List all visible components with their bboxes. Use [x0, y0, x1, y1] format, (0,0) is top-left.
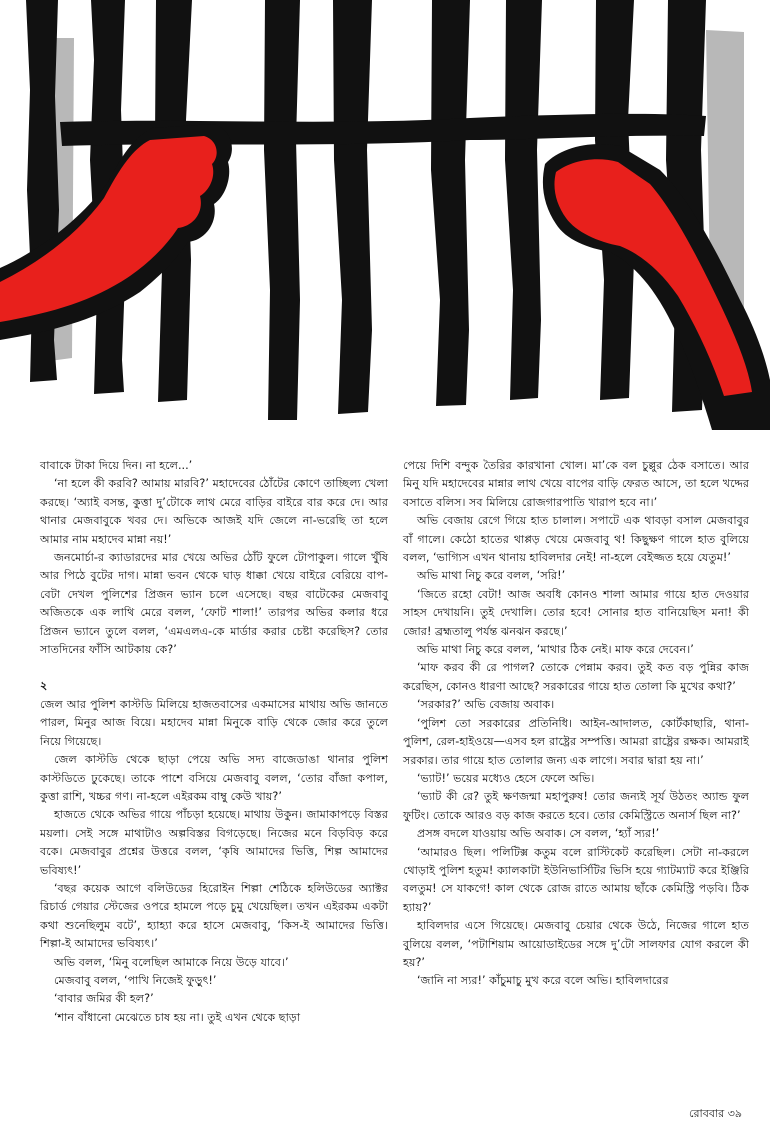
paragraph: ‘মাফ করব কী রে পাগল? তোকে পেন্নাম করব। তুই কত বড় পুন্নির কাজ করেছিস, কোনও ধারণা আছে? সরকারের গায়ে হাত তোলা কি মুখের কথা?’	[403, 661, 749, 693]
paragraph: জেল কাস্টডি থেকে ছাড়া পেয়ে অভি সদ্য বাজেডাঙা থানার পুলিশ কাস্টডিতে ঢুকেছে। তাকে পাশে বসিয়ে মেজবাবু বলল, ‘তোর বাঁজা কপাল, কুত্তা রাশি, খচ্চর গণ। না-হলে এইরকম বাম্বু কেউ খায়?’	[40, 753, 388, 803]
paragraph: হাবিলদার এসে গিয়েছে। মেজবাবু চেয়ার থেকে উঠে, নিজের গালে হাত বুলিয়ে বলল, ‘পটাশিয়াম আয়োডাইডের সঙ্গে দু’টো সালফার যোগ করলে কী হয়?’	[403, 919, 749, 969]
paragraph: ‘বাবার জমির কী হল?’	[54, 992, 154, 1006]
bar-5	[333, 0, 372, 414]
paragraph: অভি মাথা নিচু করে বলল, ‘সরি!’	[417, 569, 566, 583]
bar-6	[431, 0, 470, 406]
bar-4	[264, 0, 300, 420]
paragraph: ‘শান বাঁধানো মেঝেতে চাষ হয় না। তুই এখন থেকে ছাড়া	[54, 1010, 301, 1024]
page-footer: রোববার ৩৯	[689, 1107, 742, 1120]
right-text-column	[403, 457, 749, 991]
paragraph: ‘জানি না স্যর!’ কাঁচুমাচু মুখ করে বলে অভি। হাবিলদারের	[417, 974, 669, 988]
paragraph: ‘বছর কয়েক আগে বলিউডের হিরোইন শিল্পা শেঠিকে হলিউডের অ্যাক্টর রিচার্ড গেয়ার স্টেজের ওপরে হামলে পড়ে চুমু খেয়েছিল। তখন এইরকম একটা কথা শুনেছিলুম বটে’, হ্যাহ্যা করে হাসে মেজবাবু, ‘কিস-ই আমাদের ভিত্তি। শিল্পা-ই আমাদের ভবিষ্যৎ।’	[40, 881, 388, 951]
bar-7	[505, 0, 542, 400]
paragraph: অভি মাথা নিচু করে বলল, ‘মাথার ঠিক নেই। মাফ করে দেবেন।’	[417, 643, 694, 657]
paragraph: অভি বেজায় রেগে গিয়ে হাত চালাল। সপাটে এক থাবড়া বসাল মেজবাবুর বাঁ গালে। কেঠো হাতের থাপ্পড় খেয়ে মেজবাবু থ! কিছুক্ষণ গালে হাত বুলিয়ে বলল, ‘ভাগ্যিস এখন থানায় হাবিলদার নেই! না-হলে বেইজ্জত হয়ে যেতুম!’	[403, 514, 749, 565]
paragraph: পেয়ে দিশি বন্দুক তৈরির কারখানা খোল। মা’কে বল চুল্লুর ঠেক বসাতে। আর মিনু যদি মহাদেবের মান্নার লাথ খেয়ে বাপের বাড়ি ফেরত আসে, তা হলে খদ্দের বসাতে বলিস। সব মিলিয়ে রোজগারপাতি খারাপ হবে না।’	[403, 459, 749, 509]
paragraph: প্রসঙ্গ বদলে যাওয়ায় অভি অবাক। সে বলল, ‘হ্যাঁ স্যর!’	[417, 827, 660, 841]
section-gap	[40, 659, 388, 677]
paragraph: জনমোর্চা-র ক্যাডারদের মার খেয়ে অভির ঠোঁট ফুলে টোপাকুল। গালে খুঁষি আর পিঠে বুটের দাগ। মান্না ভবন থেকে ঘাড় ধাক্কা খেয়ে বাইরে বেরিয়ে বাপ-বেটা দেখল পুলিশের প্রিজন ভ্যান চলে এসেছে। বছর বাটেকের মেজবাবু অজিতকে এক লাথি মেরে বলল, ‘ফোট শালা!’ তারপর অভির কলার ধরে প্রিজন ভ্যানে তুলে বলল, ‘এমএলএ-কে মার্ডার করার চেষ্টা করেছিস? তোর সাতদিনের ফাঁসি আটকায় কে?’	[40, 551, 388, 657]
paragraph: ‘জিতে রহো বেটা! আজ অবধি কোনও শালা আমার গায়ে হাত দেওয়ার সাহস দেখায়নি। তুই দেখালি। তোর হবে! সোনার হাত বানিয়েছিস মনা! কী জোর! ব্রহ্মতালু পর্যন্ত ঝনঝন করছে।’	[403, 587, 749, 638]
jail-bars-illustration	[0, 0, 770, 430]
paragraph: জেল আর পুলিশ কাস্টডি মিলিয়ে হাজতবাসের একমাসের মাথায় অভি জানতে পারল, মিনুর আজ বিয়ে। মহাদেব মান্না মিনুকে বাড়ি থেকে জোর করে তুলে নিয়ে গিয়েছে।	[40, 697, 388, 748]
paragraph: ‘সরকার?’ অভি বেজায় অবাক।	[417, 698, 555, 712]
paragraph: ‘না হলে কী করবি? আমায় মারবি?’ মহাদেবের ঠোঁটের কোণে তাচ্ছিল্য খেলা করছে। ‘অ্যাই বসন্ত, কুত্তা দু’টোকে লাথ মেরে বাড়ির বাইরে বার করে দে। আর থানার মেজবাবুকে খবর দে। অভিকে আজই যদি জেলে না-ভরেছি তা হলে আমার নাম মহাদেব মান্না নয়!’	[40, 477, 388, 546]
paragraph: ‘আমারও ছিল। পলিটিক্স কতুম বলে রাস্টিকেট করেছিল। সেটা না-করলে থোড়াই পুলিশ হতুম! ক্যালকাটা ইউনিভার্সিটির ভিসি হয়ে গ্যাটম্যাট করে ইঞ্জিরি বলতুম! সে যাকগে! কাল থেকে রোজ রাতে আমায় ছাঁকে কেমিস্ট্রি পড়বি। ঠিক হ্যায়?’	[403, 845, 749, 914]
left-text-column	[40, 457, 388, 1027]
paragraph: মেজবাবু বলল, ‘পাখি নিজেই ফুড়ুৎ!’	[54, 973, 217, 987]
section-number: ২	[40, 679, 48, 693]
paragraph: বাবাকে টাকা দিয়ে দিন। না হলে...’	[40, 459, 193, 472]
paragraph: ‘ভ্যাট কী রে? তুই ক্ষণজন্মা মহাপুরুষ! তোর জন্যই সূর্য উঠতং অ্যান্ড ফুল ফুটিং। তোকে আরও বড় কাজ করতে হবে। তোর কেমিস্ট্রিতে অনার্স ছিল না?’	[403, 790, 749, 822]
paragraph: ‘পুলিশ তো সরকারের প্রতিনিধি। আইন-আদালত, কোর্টকাছারি, থানা-পুলিশ, রেল-হাইওয়ে—এসব হল রাষ্ট্রের সম্পত্তি। আমরা রাষ্ট্রের রক্ষক। আমরাই সরকার। তার গায়ে হাত তোলার জন্য এক লাগে। সবার দ্বারা হয় না।’	[403, 716, 749, 767]
paragraph: অভি বলল, ‘মিনু বলেছিল আমাকে নিয়ে উড়ে যাবে।’	[54, 955, 289, 969]
paragraph: ‘ভ্যাট!’ ভয়ের মধ্যেও হেসে ফেলে অভি।	[417, 771, 595, 785]
paragraph: হাজতে থেকে অভির গায়ে পাঁচড়া হয়েছে। মাথায় উকুন। জামাকাপড়ে বিস্তর ময়লা। সেই সঙ্গে মাথাটাও অল্পবিস্তর বিগড়েছে। নিজের মনে বিড়বিড় করে বকে। মেজবাবুর প্রশ্নের উত্তরে বলল, ‘কৃষি আমাদের ভিত্তি, শিল্প আমাদের ভবিষ্যৎ!’	[40, 808, 388, 877]
